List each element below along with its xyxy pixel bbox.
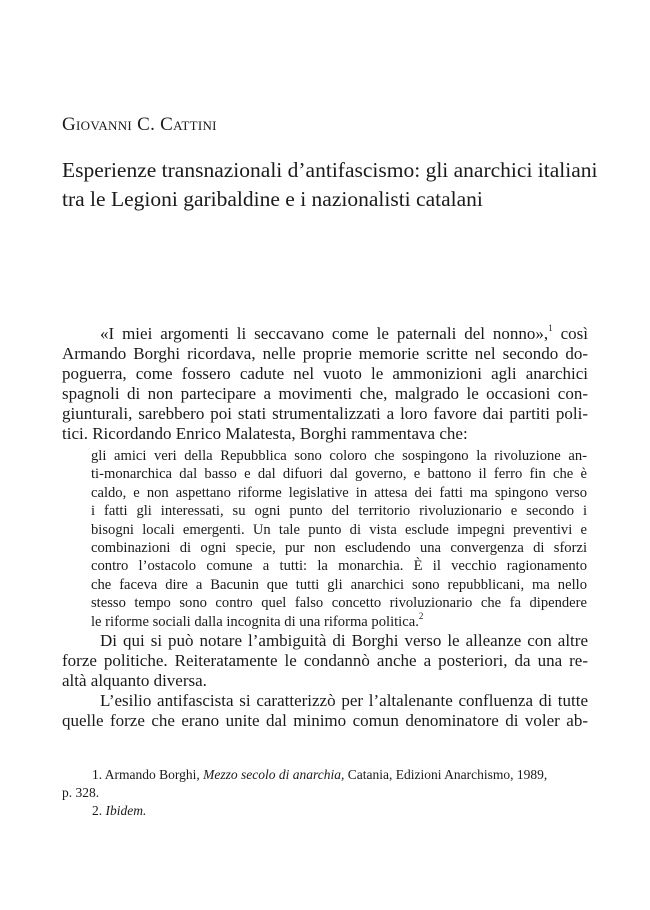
paragraph-line: giunturali, sarebbero poi stati strumentalizzati a loro favore dai partiti poli- bbox=[62, 404, 588, 423]
quote-line: ti-monarchica dal basso e dal difuori dal governo, e battono il ferro fin che è bbox=[91, 466, 587, 483]
footnote-author: Armando Borghi, bbox=[104, 767, 204, 782]
footnote-ref-2[interactable]: 2 bbox=[418, 610, 424, 621]
quote-text: le riforme sociali dalla incognita di una riforma politica. bbox=[91, 613, 419, 630]
paragraph-text: «I miei argomenti li seccavano come le paternali del nonno», bbox=[100, 324, 549, 343]
quote-line: contro l’ostacolo comune a tutti: la monarchia. È il vecchio ragionamento bbox=[91, 558, 587, 575]
block-quote bbox=[91, 447, 587, 631]
title-line: tra le Legioni garibaldine e i nazionalisti catalani bbox=[62, 187, 483, 211]
footnote-number: 2. bbox=[92, 803, 106, 818]
quote-line: combinazioni di ogni specie, pur non escludendo una convergenza di sforzi bbox=[91, 540, 587, 557]
footnote-work-title: Ibidem. bbox=[105, 803, 147, 818]
footnote-work-title: Mezzo secolo di anarchia, bbox=[203, 767, 345, 782]
paragraph-line: poguerra, come fossero cadute nel vuoto le ammonizioni agli anarchici bbox=[62, 364, 588, 383]
paragraph-text: così bbox=[552, 324, 588, 343]
quote-line: caldo, e non aspettano riforme legislative in attesa dei fatti ma spingono verso bbox=[91, 484, 587, 501]
footnote-ref-1[interactable]: 1 bbox=[548, 323, 553, 334]
paragraph-line: Di qui si può notare l’ambiguità di Borghi verso le alleanze con altre bbox=[100, 631, 588, 650]
quote-line bbox=[91, 610, 587, 631]
quote-line: i fatti gli interessati, su ogni punto del territorio rivoluzionario e secondo i bbox=[91, 503, 587, 520]
paragraph-line: quelle forze che erano unite dal minimo comun denominatore di voler ab- bbox=[62, 711, 588, 730]
paragraph-line: Armando Borghi ricordava, nelle proprie memorie scritte nel secondo do- bbox=[62, 344, 588, 363]
author-name: Giovanni C. Cattini bbox=[62, 114, 217, 135]
paragraph-2 bbox=[62, 631, 588, 731]
paragraph-line: forze politiche. Reiteratamente le condannò anche a posteriori, da una re- bbox=[62, 651, 588, 670]
footnote-2 bbox=[62, 802, 588, 820]
footnotes bbox=[62, 766, 588, 820]
paragraph-line: tici. Ricordando Enrico Malatesta, Borghi rammentava che: bbox=[62, 424, 468, 443]
paragraph-1 bbox=[62, 324, 588, 444]
quote-line: bisogni locali emergenti. Un tale punto di vista esclude impegni preventivi e bbox=[91, 521, 587, 538]
paragraph-line: spagnoli di non partecipare a movimenti che, malgrado le occasioni con- bbox=[62, 384, 588, 403]
paragraph-line: L’esilio antifascista si caratterizzò per l’altalenante confluenza di tutte bbox=[100, 691, 588, 710]
footnote-1 bbox=[62, 766, 588, 784]
quote-line: gli amici veri della Repubblica sono coloro che sospingono la rivoluzione an- bbox=[91, 448, 587, 464]
quote-line: che faceva dire a Bacunin que tutti gli anarchici sono repubblicani, ma nello bbox=[91, 576, 587, 593]
footnote-number: 1. bbox=[92, 767, 105, 782]
paragraph-line bbox=[62, 324, 588, 344]
footnote-1-continued: p. 328. bbox=[62, 785, 100, 800]
article-title bbox=[62, 156, 602, 214]
footnote-publisher: Catania, Edizioni Anarchismo, 1989, bbox=[344, 767, 548, 782]
quote-line: stesso tempo sono contro quel falso concetto rivoluzionario che fa dipendere bbox=[91, 595, 587, 612]
paragraph-line: altà alquanto diversa. bbox=[62, 671, 207, 690]
title-line: Esperienze transnazionali d’antifascismo: gli anarchici italiani bbox=[62, 158, 598, 182]
